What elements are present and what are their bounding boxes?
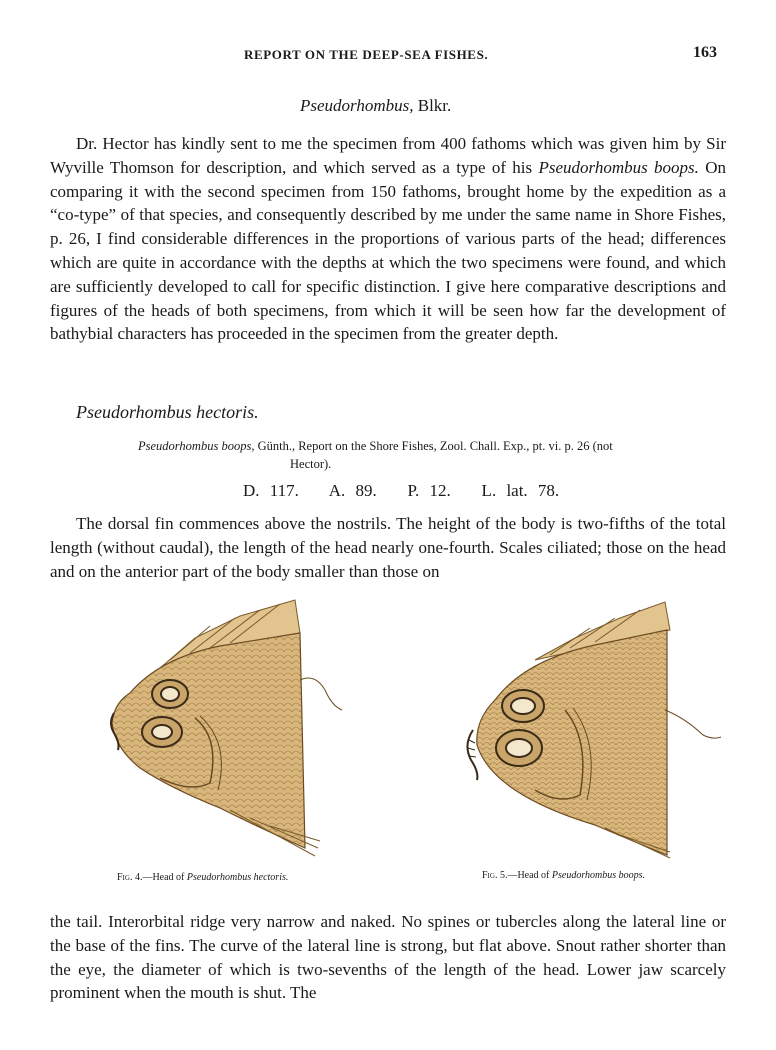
paragraph-description [50,512,726,583]
figure-5-label: Fig. 5. [482,870,508,881]
upper-eye [502,690,544,722]
figure-4-caption-species: Pseudorhombus hectoris. [186,872,289,883]
figure-4-caption [117,872,288,883]
genus-authority: Blkr. [413,96,452,115]
figure-4-label: Fig. 4. [117,872,143,883]
figure-5-caption-species: Pseudorhombus boops. [551,870,646,881]
paragraph-intro [50,132,726,346]
figure-4-fish-head [100,598,350,858]
lower-eye [496,730,542,766]
figure-4-caption-text: —Head of [142,872,187,883]
page-number: 163 [693,44,717,61]
paragraph-continuation-text: the tail. Interorbital ridge very narrow and naked. No spines or tubercles along the lateral line or the base of the fins. The curve of the lateral line is strong, but flat above. Snout rather shorter than the eye, the diameter of which is two-sevenths of the length of the head. Lower jaw scarcely prominent when the mouth is shut. The [50,912,726,1003]
synonym-reference-cont: Hector). [290,457,332,471]
synonym-reference: Günth., Report on the Shore Fishes, Zool. Chall. Exp., pt. vi. p. 26 (not [254,439,613,453]
figure-5-caption-text: —Head of [507,870,552,881]
paragraph-intro-text-b: On comparing it with the second specimen from 150 fathoms, brought home by the expedition as a “co-type” of that species, and consequently described by me under the same name in Shore Fishes, p. 26, I find considerable differences in the proportions of various parts of the head; differences which are quite in accordance with the depths at which the two specimens were found, and which are sufficiently developed to call for specific distinction. I give here comparative descriptions and figures of the heads of both specimens, from which it will be seen how far the development of bathybial characters has proceeded in the specimen from the greater depth. [50,157,726,344]
paragraph-continuation [50,910,726,1005]
paragraph-intro-italic: Pseudorhombus boops. [538,157,699,177]
section-title [300,96,451,116]
upper-eye [152,680,188,708]
synonym-name: Pseudorhombus boops, [138,439,255,453]
lower-eye [142,717,182,747]
paragraph-intro-text-a: Dr. Hector has kindly sent to me the specimen from 400 fathoms which was given him by Sir Wyville Thomson for description, and which served as a type of his [50,134,726,177]
fin-formula: D. 117. A. 89. P. 12. L. lat. 78. [243,481,560,500]
species-title: Pseudorhombus hectoris. [76,402,259,422]
paragraph-description-text: The dorsal fin commences above the nostrils. The height of the body is two-fifths of the total length (without caudal), the length of the head nearly one-fourth. Scales ciliated; those on the head and on the anterior part of the body smaller than those on [50,514,726,581]
mouth [467,730,477,780]
running-head: REPORT ON THE DEEP-SEA FISHES. [244,47,489,62]
genus-name: Pseudorhombus, [300,96,414,115]
figure-5-caption [482,870,645,881]
figure-5-fish-head [455,600,725,860]
synonymy [138,437,726,473]
